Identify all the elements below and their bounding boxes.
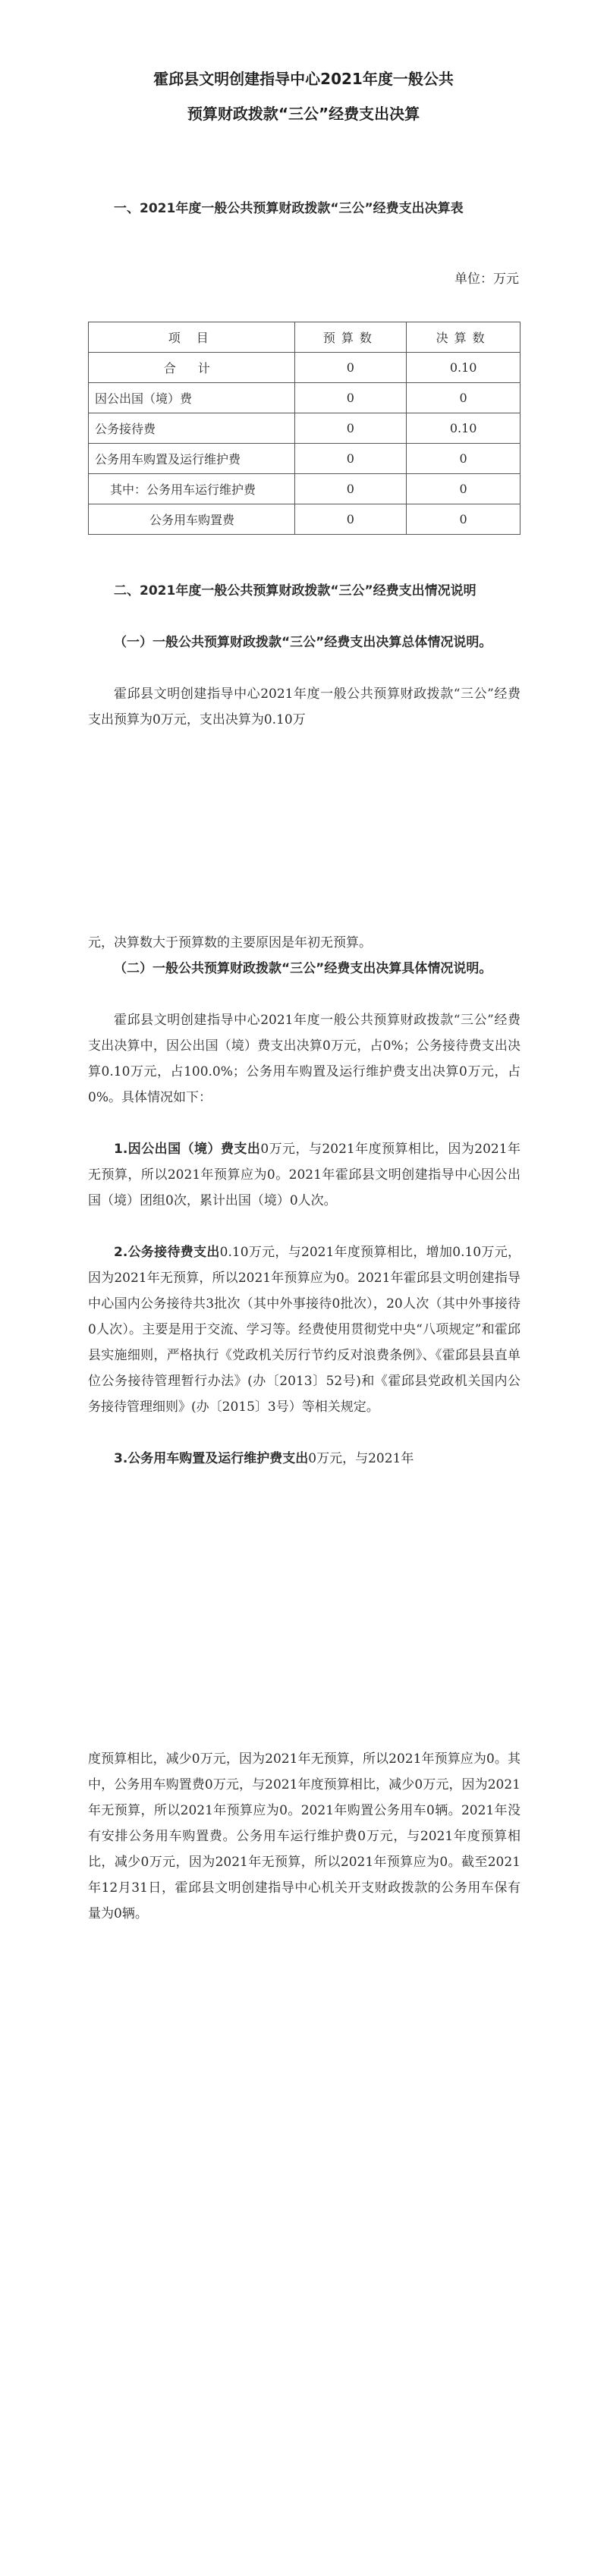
unit-label: 单位：万元 — [454, 272, 519, 287]
item-2-label: 2.公务接待费支出 — [114, 1245, 220, 1260]
subsection-2-paragraph: 霍邱县文明创建指导中心2021年度一般公共预算财政拨款“三公”经费支出决算中，因公出国（境）费支出决算0万元，占0%；公务接待费支出决算0.10万元，占100.0%；公务用车购置及运行维护费支出决算0万元，占0%。具体情况如下： — [88, 1013, 521, 1105]
row-budget: 0 — [294, 444, 407, 474]
item-1-text: 0万元，与2021年度预算相比，因为2021年无预算，所以2021年预算应为0。2021年霍邱县文明创建指导中心因公出国（境）团组0次，累计出国（境）0人次。 — [88, 1142, 521, 1208]
item-3-paragraph-part-1 — [88, 1446, 521, 1472]
table-row — [89, 444, 521, 474]
row-item: 合 计 — [89, 353, 295, 383]
header-budget: 预算数 — [294, 322, 407, 353]
row-actual: 0.10 — [407, 413, 521, 444]
table-header-row — [89, 322, 521, 353]
subsection-2-heading: （二）一般公共预算财政拨款“三公”经费支出决算具体情况说明。 — [114, 961, 492, 976]
three-public-expense-table — [88, 322, 521, 535]
row-item: 其中：公务用车运行维护费 — [89, 474, 295, 504]
document-title-line-1: 霍邱县文明创建指导中心2021年度一般公共 — [153, 70, 454, 88]
item-1-paragraph — [88, 1136, 521, 1214]
table-row — [89, 504, 521, 535]
table-row — [89, 413, 521, 444]
row-budget: 0 — [294, 383, 407, 413]
item-2-text: 0.10万元，与2021年度预算相比，增加0.10万元，因为2021年无预算，所以2021年预算应为0。2021年霍邱县文明创建指导中心国内公务接待共3批次（其中外事接待0批次），20人次（其中外事接待0人次）。主要是用于交流、学习等。经费使用贯彻党中央“八项规定”和霍邱县实施细则，严格执行《党政机关厉行节约反对浪费条例》、《霍邱县县直单位公务接待管理暂行办法》(办〔2013〕52号)和《霍邱县党政机关国内公务接待管理细则》(办〔2015〕3号）等相关规定。 — [88, 1245, 521, 1415]
row-budget: 0 — [294, 353, 407, 383]
row-item: 公务用车购置费 — [89, 504, 295, 535]
table-row — [89, 383, 521, 413]
row-budget: 0 — [294, 413, 407, 444]
subsection-1-paragraph-part-1: 霍邱县文明创建指导中心2021年度一般公共预算财政拨款“三公”经费支出预算为0万元，支出决算为0.10万 — [88, 686, 521, 727]
document-title-line-2: 预算财政拨款“三公”经费支出决算 — [187, 105, 420, 123]
row-item: 因公出国（境）费 — [89, 383, 295, 413]
item-3-text-part-1: 0万元，与2021年 — [308, 1451, 414, 1466]
subsection-1-heading: （一）一般公共预算财政拨款“三公”经费支出决算总体情况说明。 — [114, 635, 492, 650]
item-3-label: 3.公务用车购置及运行维护费支出 — [114, 1451, 309, 1466]
table-row — [89, 474, 521, 504]
row-actual: 0 — [407, 383, 521, 413]
row-budget: 0 — [294, 474, 407, 504]
row-actual: 0.10 — [407, 353, 521, 383]
header-item: 项 目 — [89, 322, 295, 353]
row-item: 公务用车购置及运行维护费 — [89, 444, 295, 474]
row-actual: 0 — [407, 504, 521, 535]
section-1-heading: 一、2021年度一般公共预算财政拨款“三公”经费支出决算表 — [114, 201, 464, 216]
table-row — [89, 353, 521, 383]
row-item: 公务接待费 — [89, 413, 295, 444]
item-3-paragraph-part-2: 度预算相比，减少0万元，因为2021年无预算，所以2021年预算应为0。其中，公务用车购置费0万元，与2021年度预算相比，减少0万元，因为2021年无预算，所以2021年预算应为0。2021年购置公务用车0辆。2021年没有安排公务用车购置费。公务用车运行维护费0万元，与2021年度预算相比，减少0万元，因为2021年无预算，所以2021年预算应为0。截至2021年12月31日，霍邱县文明创建指导中心机关开支财政拨款的公务用车保有量为0辆。 — [88, 1751, 521, 1921]
header-actual: 决算数 — [407, 322, 521, 353]
row-budget: 0 — [294, 504, 407, 535]
row-actual: 0 — [407, 474, 521, 504]
subsection-1-paragraph-part-2: 元，决算数大于预算数的主要原因是年初无预算。 — [88, 935, 372, 950]
row-actual: 0 — [407, 444, 521, 474]
item-1-label: 1.因公出国（境）费支出 — [114, 1142, 261, 1157]
section-2-heading: 二、2021年度一般公共预算财政拨款“三公”经费支出情况说明 — [114, 583, 476, 598]
item-2-paragraph — [88, 1239, 521, 1420]
